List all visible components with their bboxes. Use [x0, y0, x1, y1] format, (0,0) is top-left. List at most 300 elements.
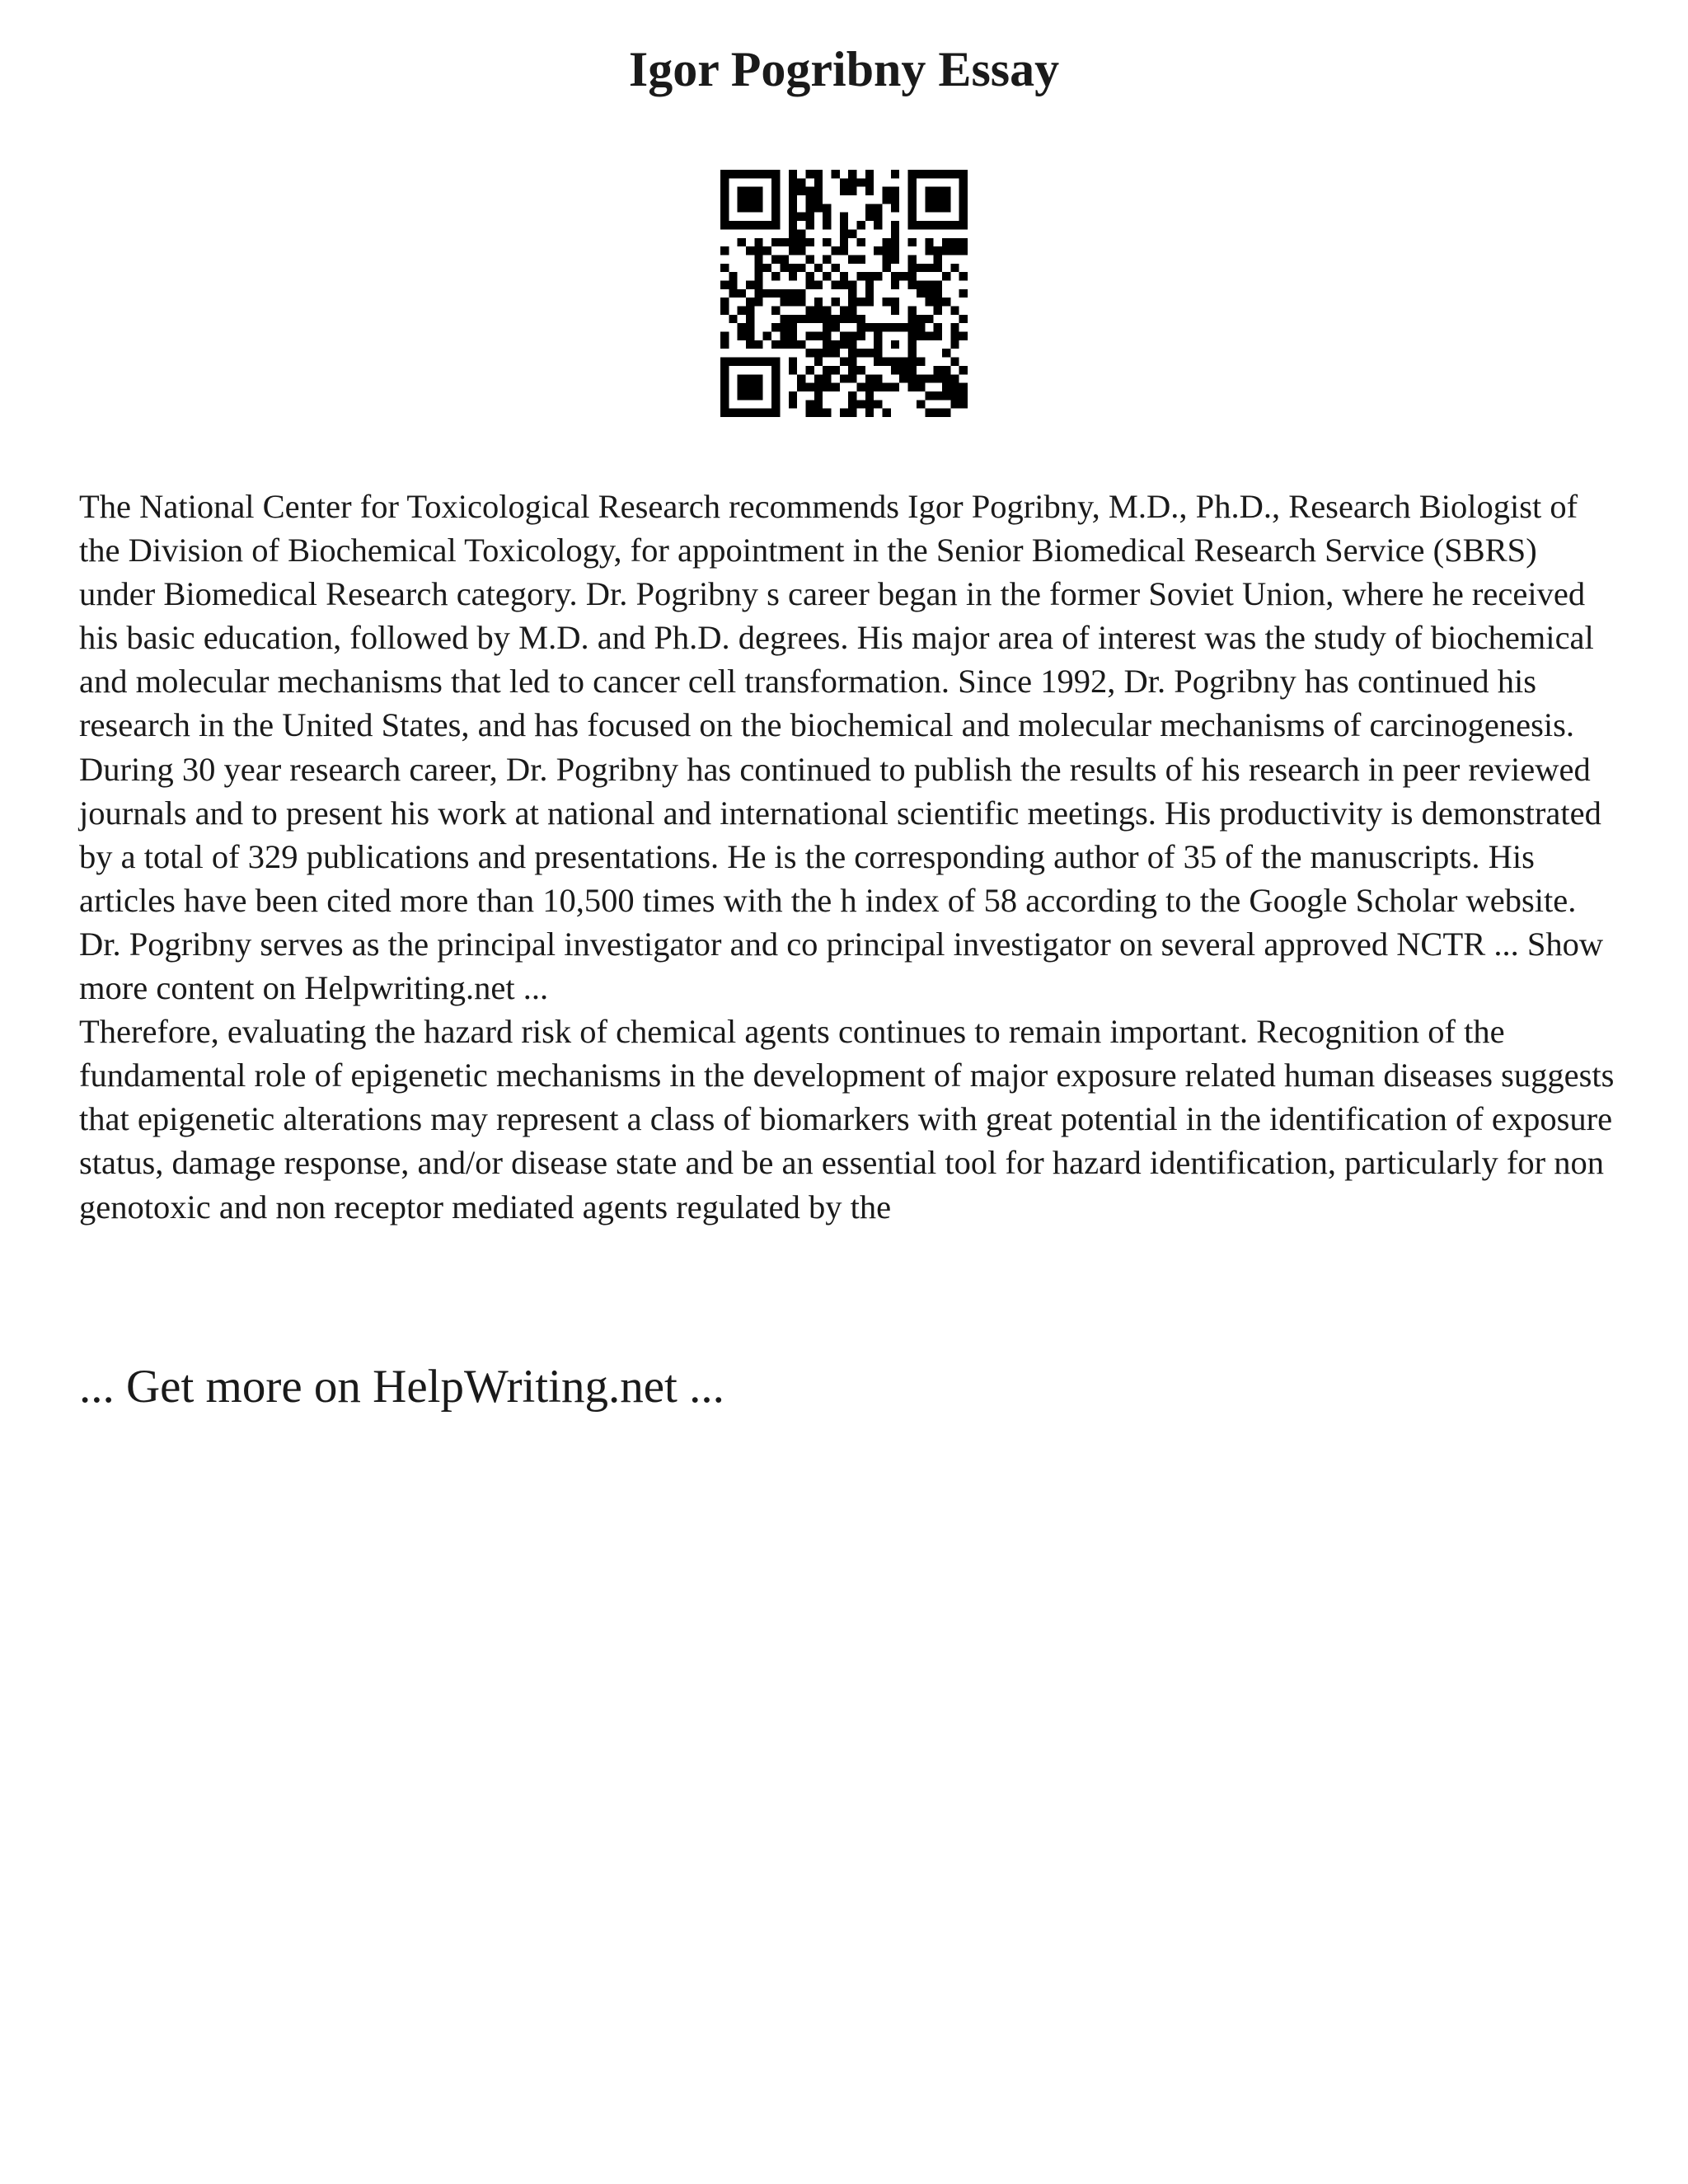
qr-module [848, 229, 856, 237]
qr-module [865, 204, 874, 212]
qr-module [797, 383, 805, 391]
qr-module [771, 204, 780, 212]
qr-module [908, 221, 917, 229]
qr-module [959, 383, 968, 391]
essay-body [79, 485, 1620, 1229]
qr-module [754, 255, 762, 263]
qr-module [823, 409, 831, 417]
qr-module [891, 383, 899, 391]
qr-module [720, 298, 729, 306]
qr-module [848, 332, 856, 340]
qr-module [763, 170, 771, 178]
qr-module [738, 374, 746, 382]
qr-module [720, 213, 729, 221]
qr-module [942, 391, 950, 400]
qr-module [874, 204, 882, 212]
qr-module [814, 358, 823, 366]
qr-module [720, 178, 729, 186]
qr-module [899, 272, 907, 280]
qr-module [780, 264, 788, 272]
qr-module [857, 323, 865, 331]
qr-module [908, 187, 917, 195]
qr-module [789, 400, 797, 408]
qr-module [942, 349, 950, 357]
qr-module [891, 298, 899, 306]
qr-module [883, 323, 891, 331]
qr-module [771, 187, 780, 195]
qr-module [950, 391, 959, 400]
qr-module [848, 178, 856, 186]
qr-module [789, 187, 797, 195]
qr-module [746, 358, 754, 366]
qr-module [805, 383, 814, 391]
qr-module [874, 221, 882, 229]
qr-module [763, 289, 771, 298]
qr-module [950, 340, 959, 349]
qr-module [959, 391, 968, 400]
qr-module [865, 213, 874, 221]
qr-module [746, 170, 754, 178]
qr-module [848, 280, 856, 288]
qr-module [959, 400, 968, 408]
qr-module [874, 323, 882, 331]
qr-module [934, 307, 942, 315]
qr-module [823, 332, 831, 340]
qr-module [754, 280, 762, 288]
qr-module [908, 315, 917, 323]
qr-module [865, 187, 874, 195]
qr-module [763, 332, 771, 340]
qr-module [823, 383, 831, 391]
qr-module [831, 298, 839, 306]
qr-module [823, 349, 831, 357]
qr-module [883, 246, 891, 255]
qr-module [908, 264, 917, 272]
qr-module [780, 332, 788, 340]
qr-module [874, 400, 882, 408]
qr-module [814, 315, 823, 323]
qr-module [908, 340, 917, 349]
qr-module [925, 289, 933, 298]
qr-module [942, 374, 950, 382]
qr-module [771, 272, 780, 280]
qr-module [865, 323, 874, 331]
qr-module [942, 409, 950, 417]
qr-module [738, 391, 746, 400]
qr-module [840, 272, 848, 280]
qr-module [874, 332, 882, 340]
qr-module [840, 246, 848, 255]
qr-module [746, 391, 754, 400]
qr-module [959, 221, 968, 229]
qr-module [771, 374, 780, 382]
qr-module [934, 246, 942, 255]
qr-module [891, 307, 899, 315]
qr-module [934, 170, 942, 178]
qr-module [925, 221, 933, 229]
qr-module [848, 298, 856, 306]
qr-module [823, 315, 831, 323]
qr-module [771, 323, 780, 331]
qr-module [738, 307, 746, 315]
qr-module [934, 391, 942, 400]
qr-module [959, 238, 968, 246]
paragraph: Therefore, evaluating the hazard risk of chemical agents continues to remain important. Recognition of the fundamental role of epigenetic mechanisms in the development of major exposure related human diseases suggests that epigenetic alterations may represent a class of biomarkers with great potential in the identification of exposure status, damage response, and/or disease state and be an essential tool for hazard identification, particularly for non genotoxic and non receptor mediated agents regulated by the [79, 1013, 1615, 1226]
qr-module [848, 187, 856, 195]
qr-module [857, 298, 865, 306]
qr-module [908, 213, 917, 221]
qr-module [959, 246, 968, 255]
qr-module [720, 374, 729, 382]
qr-module [874, 340, 882, 349]
qr-module [908, 170, 917, 178]
qr-module [797, 315, 805, 323]
qr-module [771, 383, 780, 391]
qr-module [729, 280, 737, 288]
qr-module [797, 238, 805, 246]
qr-module [908, 307, 917, 315]
qr-module [891, 221, 899, 229]
qr-module [874, 383, 882, 391]
qr-module [789, 170, 797, 178]
qr-module [814, 170, 823, 178]
qr-module [865, 391, 874, 400]
qr-module [771, 255, 780, 263]
qr-module [738, 323, 746, 331]
qr-module [814, 400, 823, 408]
get-more-link[interactable]: ... Get more on HelpWriting.net ... [79, 1361, 724, 1413]
qr-module [771, 195, 780, 204]
qr-module [925, 315, 933, 323]
qr-module [908, 238, 917, 246]
qr-module [746, 340, 754, 349]
qr-module [738, 289, 746, 298]
qr-module [771, 400, 780, 408]
qr-module [831, 323, 839, 331]
qr-module [950, 323, 959, 331]
qr-module [754, 383, 762, 391]
qr-module [746, 307, 754, 315]
qr-module [729, 170, 737, 178]
qr-module [934, 298, 942, 306]
qr-module [831, 315, 839, 323]
qr-module [805, 195, 814, 204]
qr-module [738, 170, 746, 178]
qr-module [720, 366, 729, 374]
qr-module [831, 366, 839, 374]
qr-module [848, 374, 856, 382]
qr-module [925, 187, 933, 195]
qr-module [780, 255, 788, 263]
qr-module [720, 195, 729, 204]
qr-module [925, 246, 933, 255]
qr-module [789, 323, 797, 331]
qr-module [865, 298, 874, 306]
qr-module [925, 204, 933, 212]
qr-module [874, 213, 882, 221]
qr-module [874, 246, 882, 255]
qr-module [925, 409, 933, 417]
qr-module [925, 332, 933, 340]
qr-module [814, 332, 823, 340]
qr-module [771, 366, 780, 374]
qr-module [738, 204, 746, 212]
qr-module [789, 204, 797, 212]
qr-module [848, 409, 856, 417]
qr-module [899, 366, 907, 374]
qr-module [805, 332, 814, 340]
qr-module [789, 178, 797, 186]
qr-module [805, 280, 814, 288]
qr-module [746, 323, 754, 331]
qr-module [840, 315, 848, 323]
qr-module [789, 229, 797, 237]
qr-module [865, 409, 874, 417]
qr-module [738, 409, 746, 417]
qr-module [917, 289, 925, 298]
qr-module [942, 298, 950, 306]
qr-module [789, 238, 797, 246]
qr-module [771, 213, 780, 221]
qr-module [814, 409, 823, 417]
qr-module [865, 272, 874, 280]
qr-module [840, 280, 848, 288]
qr-module [917, 280, 925, 288]
qr-module [805, 221, 814, 229]
qr-module [934, 366, 942, 374]
qr-module [908, 383, 917, 391]
qr-module [814, 298, 823, 306]
qr-code-icon[interactable] [720, 170, 968, 417]
qr-module [908, 332, 917, 340]
qr-module [754, 374, 762, 382]
page-title: Igor Pogribny Essay [628, 42, 1060, 96]
qr-module [891, 323, 899, 331]
qr-module [925, 374, 933, 382]
qr-module [883, 238, 891, 246]
qr-module [814, 374, 823, 382]
qr-module [831, 170, 839, 178]
qr-module [959, 272, 968, 280]
qr-module [814, 264, 823, 272]
qr-module [908, 366, 917, 374]
qr-module [797, 187, 805, 195]
qr-module [874, 272, 882, 280]
qr-module [823, 204, 831, 212]
qr-module [754, 264, 762, 272]
qr-module [729, 315, 737, 323]
qr-module [780, 289, 788, 298]
qr-module [754, 272, 762, 280]
qr-module [840, 187, 848, 195]
qr-module [950, 264, 959, 272]
qr-module [899, 358, 907, 366]
qr-module [891, 246, 899, 255]
qr-module [746, 409, 754, 417]
qr-module [738, 195, 746, 204]
qr-module [805, 315, 814, 323]
qr-module [789, 340, 797, 349]
qr-module [950, 221, 959, 229]
qr-module [917, 358, 925, 366]
qr-module [925, 391, 933, 400]
qr-module [814, 204, 823, 212]
qr-module [746, 187, 754, 195]
qr-module [754, 298, 762, 306]
qr-module [746, 204, 754, 212]
qr-module [908, 349, 917, 357]
qr-module [720, 307, 729, 315]
qr-module [950, 332, 959, 340]
qr-module [891, 229, 899, 237]
qr-module [805, 400, 814, 408]
qr-module [917, 323, 925, 331]
qr-module [754, 391, 762, 400]
qr-module [874, 374, 882, 382]
qr-module [891, 204, 899, 212]
qr-module [925, 238, 933, 246]
qr-module [780, 238, 788, 246]
qr-module [780, 298, 788, 306]
qr-module [746, 332, 754, 340]
qr-module [950, 307, 959, 315]
qr-module [874, 358, 882, 366]
qr-module [771, 178, 780, 186]
qr-module [771, 221, 780, 229]
qr-module [823, 374, 831, 382]
qr-module [771, 409, 780, 417]
qr-module [831, 264, 839, 272]
qr-module [720, 221, 729, 229]
qr-module [814, 178, 823, 186]
qr-module [720, 383, 729, 391]
qr-module [899, 374, 907, 382]
qr-module [848, 289, 856, 298]
qr-module [883, 255, 891, 263]
qr-module [883, 358, 891, 366]
qr-module [959, 366, 968, 374]
qr-module [763, 221, 771, 229]
qr-module [857, 238, 865, 246]
qr-module [934, 204, 942, 212]
qr-module [789, 298, 797, 306]
qr-module [746, 195, 754, 204]
qr-module [797, 246, 805, 255]
qr-module [908, 272, 917, 280]
qr-module [934, 221, 942, 229]
qr-module [840, 238, 848, 246]
qr-module [823, 340, 831, 349]
qr-module [959, 332, 968, 340]
qr-module [840, 332, 848, 340]
qr-module [840, 358, 848, 366]
qr-module [865, 280, 874, 288]
qr-module [925, 170, 933, 178]
qr-module [865, 178, 874, 186]
qr-module [771, 358, 780, 366]
qr-module [865, 289, 874, 298]
qr-module [823, 213, 831, 221]
qr-module [857, 255, 865, 263]
qr-module [754, 238, 762, 246]
qr-module [942, 187, 950, 195]
qr-module [857, 178, 865, 186]
qr-module [950, 238, 959, 246]
qr-module [934, 255, 942, 263]
paragraph: The National Center for Toxicological Research recommends Igor Pogribny, M.D., Ph.D., Research Biologist of the Division of Biochemical Toxicology, for appointment in the Senior Biomedical Research Service (SBRS) under Biomedical Research category. Dr. Pogribny s career began in the former Soviet Union, where he received his basic education, followed by M.D. and Ph.D. degrees. His major area of interest was the study of biochemical and molecular mechanisms that led to cancer cell transformation. Since 1992, Dr. Pogribny has continued his research in the United States, and has focused on the biochemical and molecular mechanisms of carcinogenesis. During 30 year research career, Dr. Pogribny has continued to publish the results of his research in peer reviewed journals and to present his work at national and international scientific meetings. His productivity is demonstrated by a total of 329 publications and presentations. He is the corresponding author of 35 of the manuscripts. His articles have been cited more than 10,500 times with the h index of 58 according to the Google Scholar website. Dr. Pogribny serves as the principal investigator and co principal investigator on several approved NCTR ... Show more content on Helpwriting.net ... [79, 488, 1604, 1007]
qr-module [746, 246, 754, 255]
qr-module [797, 298, 805, 306]
qr-module [789, 195, 797, 204]
qr-module [771, 238, 780, 246]
qr-module [831, 383, 839, 391]
qr-module [848, 391, 856, 400]
qr-module [840, 229, 848, 237]
qr-module [814, 307, 823, 315]
qr-module [771, 289, 780, 298]
qr-module [865, 170, 874, 178]
qr-module [891, 340, 899, 349]
qr-module [942, 366, 950, 374]
qr-module [729, 272, 737, 280]
qr-module [805, 204, 814, 212]
qr-module [831, 340, 839, 349]
qr-module [738, 187, 746, 195]
qr-module [720, 187, 729, 195]
qr-module [840, 307, 848, 315]
qr-module [934, 280, 942, 288]
qr-module [746, 298, 754, 306]
qr-module [805, 307, 814, 315]
qr-module [771, 170, 780, 178]
qr-module [959, 289, 968, 298]
qr-module [891, 358, 899, 366]
qr-module [805, 170, 814, 178]
qr-module [908, 374, 917, 382]
qr-module [729, 358, 737, 366]
qr-module [865, 383, 874, 391]
qr-module [789, 332, 797, 340]
qr-module [917, 315, 925, 323]
qr-module [805, 366, 814, 374]
qr-module [831, 349, 839, 357]
qr-module [934, 195, 942, 204]
qr-module [950, 400, 959, 408]
qr-module [797, 178, 805, 186]
qr-module [908, 280, 917, 288]
qr-module [959, 170, 968, 178]
qr-module [720, 391, 729, 400]
qr-module [848, 366, 856, 374]
qr-module [891, 280, 899, 288]
qr-module [942, 221, 950, 229]
qr-module [917, 383, 925, 391]
qr-module [883, 383, 891, 391]
qr-module [959, 195, 968, 204]
qr-module [840, 409, 848, 417]
qr-module [950, 358, 959, 366]
qr-module [959, 213, 968, 221]
qr-module [883, 409, 891, 417]
qr-module [917, 221, 925, 229]
qr-module [857, 383, 865, 391]
qr-module [848, 349, 856, 357]
qr-module [746, 315, 754, 323]
qr-module [831, 246, 839, 255]
qr-module [754, 409, 762, 417]
qr-module [797, 229, 805, 237]
qr-module [848, 307, 856, 315]
